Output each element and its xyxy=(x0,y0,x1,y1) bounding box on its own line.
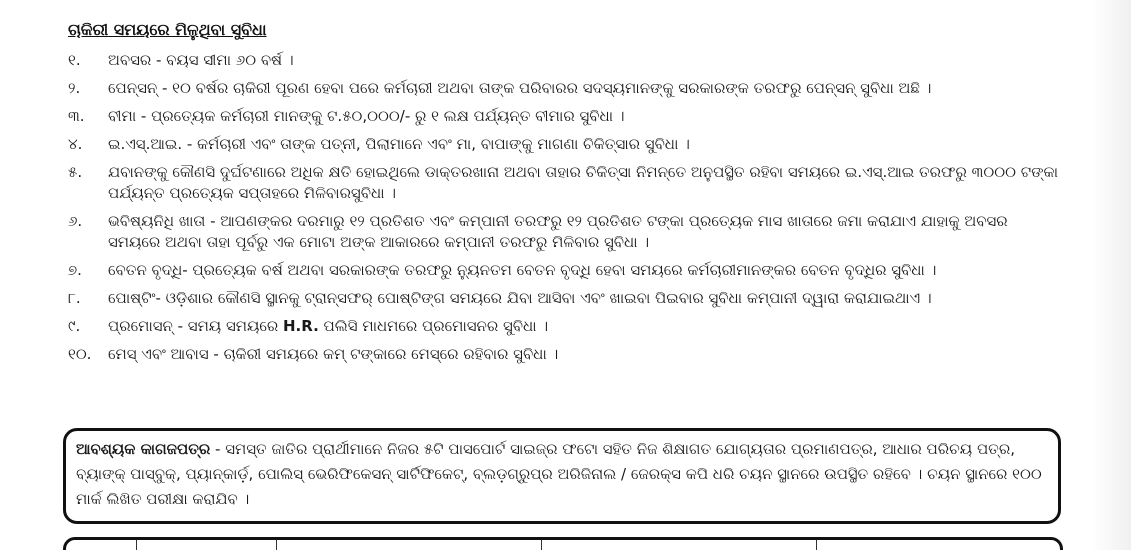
section-title: ଚାକିରୀ ସମୟରେ ମିଳୁଥିବା ସୁବିଧା xyxy=(68,20,267,39)
item-text: ଇ.ଏସ୍.ଆଇ. - କର୍ମଚାରୀ ଏବଂ ତାଙ୍କ ପତ୍ନୀ, ପିଲାମାନେ ଏବଂ ମା, ବାପାଙ୍କୁ ମାଗଣା ଚିକିତ୍ସାର ସୁବିଧା । xyxy=(108,135,690,153)
item-text: ବୀମା - ପ୍ରତ୍ୟେକ କର୍ମଚାରୀ ମାନଙ୍କୁ ଟ.୫୦,୦୦୦/- ରୁ ୧ ଲକ୍ଷ ପର୍ଯ୍ୟନ୍ତ ବୀମାର ସୁବିଧା । xyxy=(108,107,625,125)
item-number: ୧୦. xyxy=(68,345,92,363)
hr-abbreviation: H.R. xyxy=(282,317,319,335)
list-item xyxy=(68,211,1068,253)
table-divider xyxy=(816,540,817,550)
table-divider xyxy=(276,540,277,550)
item-text: ମେସ୍ ଏବଂ ଆବାସ - ଚାକିରୀ ସମୟରେ କମ୍ ଟଙ୍କାରେ ମେସ୍‌ରେ ରହିବାର ସୁବିଧା । xyxy=(108,345,559,363)
item-number: ୯. xyxy=(68,317,81,335)
list-item xyxy=(68,260,1068,281)
list-item xyxy=(68,50,1068,71)
table-divider xyxy=(541,540,542,550)
item-number: ୬. xyxy=(68,212,83,230)
item-number: ୧. xyxy=(68,51,81,69)
item-text: ପେନ୍‌ସନ୍ - ୧୦ ବର୍ଷର ଚାକିରୀ ପୂରଣ ହେବା ପରେ କର୍ମଚାରୀ ଅଥବା ତାଙ୍କ ପରିବାରର ସଦସ୍ୟମାନଙ୍କୁ ସରକାରଙ୍କ ତରଫରୁ ପେନ୍‌ସନ୍ ସୁବିଧା ଅଛି । xyxy=(108,79,932,97)
item-text: ଯବାନଙ୍କୁ କୌଣସି ଦୁର୍ଘଟଣାରେ ଅଧିକ କ୍ଷତି ହୋଇଥିଲେ ଡାକ୍ତରଖାନା ଅଥବା ତାହାର ଚିକିତ୍ସା ନିମନ୍ତେ ଅନୁପସ୍ଥିତ ରହିବା ସମୟରେ ଇ.ଏସ୍.ଆଇ ତରଫରୁ ୩୦୦୦ ଟଙ୍କା ପର୍ଯ୍ୟନ୍ତ ପ୍ରତ୍ୟେକ ସପ୍ତାହରେ ମିଳିବାରସୁବିଧା । xyxy=(108,163,1059,202)
item-text: ବେତନ ବୃଦ୍ଧି- ପ୍ରତ୍ୟେକ ବର୍ଷ ଅଥବା ସରକାରଙ୍କ ତରଫରୁ ନ୍ୟୁନତମ ବେତନ ବୃଦ୍ଧି ହେବା ସମୟରେ କର୍ମଚାରୀମାନଙ୍କର ବେତନ ବୃଦ୍ଧିର ସୁବିଧା । xyxy=(108,261,937,279)
table-divider xyxy=(136,540,137,550)
list-item xyxy=(68,134,1068,155)
cropped-previous-line xyxy=(70,0,1070,8)
item-text-start: ପ୍ରମୋସନ୍ - ସମୟ ସମୟରେ xyxy=(108,317,283,335)
table-top-edge xyxy=(63,537,1063,550)
list-item xyxy=(68,78,1068,99)
item-number: ୮. xyxy=(68,289,81,307)
item-number: ୨. xyxy=(68,79,81,97)
list-item xyxy=(68,162,1068,204)
benefits-list xyxy=(68,50,1068,372)
item-number: ୩. xyxy=(68,107,85,125)
item-text: ପୋଷ୍ଟିଂ- ଓଡ଼ିଶାର କୌଣସି ସ୍ଥାନକୁ ଟ୍ରାନ୍ସଫର୍ ପୋଷ୍ଟିଙ୍ଗ ସମୟରେ ଯିବା ଆସିବା ଏବଂ ଖାଇବା ପିଇବାର ସୁବିଧା କମ୍ପାନୀ ଦ୍ୱାରା କରାଯାଇଥାଏ । xyxy=(108,289,932,307)
documents-text: - ସମସ୍ତ ଜାତିର ପ୍ରାର୍ଥୀମାନେ ନିଜର ୫ଟି ପାସପୋର୍ଟ ସାଇଜ୍‌ର ଫଟୋ ସହିତ ନିଜ ଶିକ୍ଷାଗତ ଯୋଗ୍ୟତାର ପ୍ରମାଣପତ୍ର, ଆଧାର ପରିଚୟ ପତ୍ର, ବ୍ୟାଙ୍କ୍ ପାସ୍‌ବୁକ୍, ପ୍ୟାନ୍‌କାର୍ଡ଼, ପୋଲିସ୍ ଭେରିଫିକେସନ୍ ସାର୍ଟିଫିକେଟ୍, ବ୍ଲଡ଼ଗ୍ରୁପ୍‌ର ଅରିଜିନାଲ / ଜେରକ୍ସ କପି ଧରି ଚୟନ ସ୍ଥାନରେ ଉପସ୍ଥିତ ରହିବେ । ଚୟନ ସ୍ଥାନରେ ୧୦୦ ମାର୍କ ଲିଖିତ ପରୀକ୍ଷା କରାଯିବ । xyxy=(76,440,1042,508)
item-number: ୭. xyxy=(68,261,82,279)
list-item xyxy=(68,344,1068,365)
item-text xyxy=(108,316,1063,337)
item-text: ଭବିଷ୍ୟନିଧି ଖାତା - ଆପଣଙ୍କର ଦରମାରୁ ୧୨ ପ୍ରତିଶତ ଏବଂ କମ୍ପାନୀ ତରଫରୁ ୧୨ ପ୍ରତିଶତ ଟଙ୍କା ପ୍ରତ୍ୟେକ ମାସ ଖାତାରେ ଜମା କରାଯାଏ ଯାହାକୁ ଅବସର ସମୟରେ ଅଥବା ତାହା ପୂର୍ବରୁ ଏକ ମୋଟା ଅଙ୍କ ଆକାରରେ କମ୍ପାନୀ ତରଫରୁ ମିଳିବାର ସୁବିଧା । xyxy=(108,212,1008,251)
required-documents-box xyxy=(63,428,1061,524)
item-text-end: ପଲିସି ମାଧମରେ ପ୍ରମୋସନର ସୁବିଧା । xyxy=(318,317,549,335)
documents-label: ଆବଶ୍ୟକ କାଗଜପତ୍ର xyxy=(76,440,211,458)
item-text: ଅବସର - ବୟସ ସୀମା ୬୦ ବର୍ଷ । xyxy=(108,51,294,69)
scan-edge-shadow xyxy=(1091,0,1131,550)
list-item xyxy=(68,106,1068,127)
item-number: ୫. xyxy=(68,163,83,181)
list-item xyxy=(68,316,1068,337)
list-item xyxy=(68,288,1068,309)
item-number: ୪. xyxy=(68,135,83,153)
